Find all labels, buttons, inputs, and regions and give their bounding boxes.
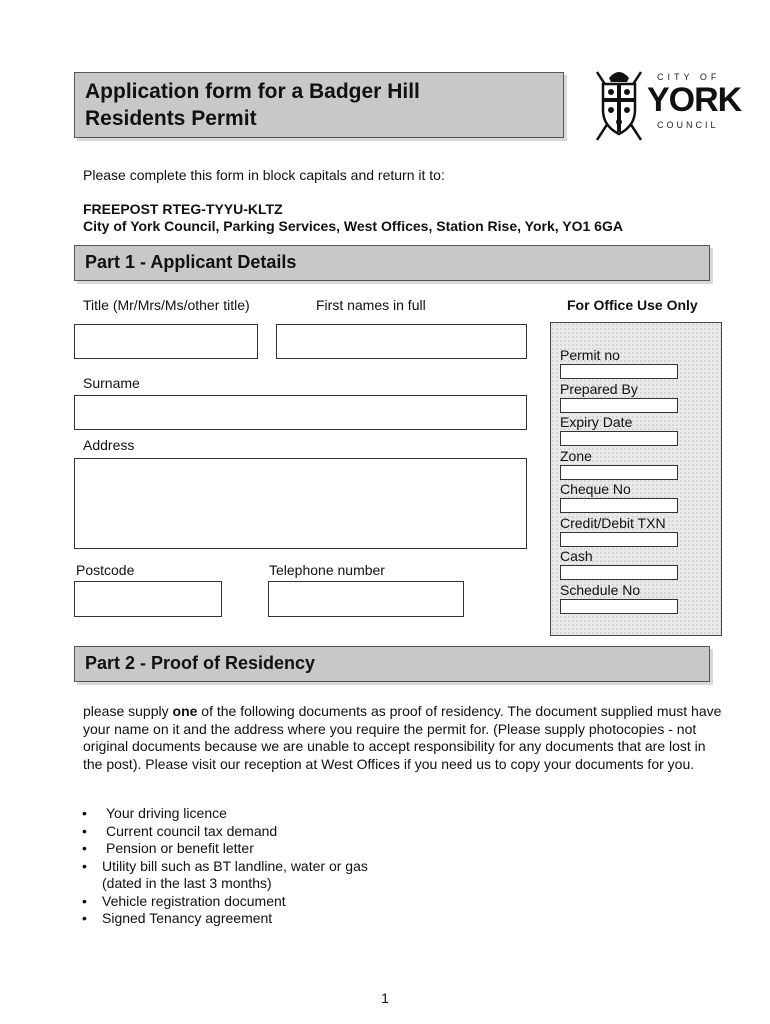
list-item (82, 823, 382, 841)
proof-of-residency-paragraph (83, 703, 723, 773)
form-title-line-2: Residents Permit (85, 107, 257, 130)
document-item-text: Pension or benefit letter (106, 840, 254, 856)
bullet-icon: • (82, 805, 87, 821)
document-item-text: Current council tax demand (106, 822, 278, 839)
office-field-zone[interactable] (560, 465, 678, 480)
logo-text-council: COUNCIL (657, 120, 719, 130)
city-of-york-crest-icon (591, 64, 647, 144)
title-label: Title (Mr/Mrs/Ms/other title) (83, 297, 250, 313)
bullet-icon: • (82, 822, 87, 839)
return-address-line-1: FREEPOST RTEG-TYYU-KLTZ (83, 201, 283, 217)
document-item-text: Signed Tenancy agreement (102, 910, 273, 926)
postcode-field[interactable] (74, 581, 222, 617)
telephone-field[interactable] (268, 581, 464, 617)
title-field[interactable] (74, 324, 258, 359)
address-label: Address (83, 437, 135, 453)
paragraph-emphasis: one (172, 703, 198, 719)
office-field-prepared-by[interactable] (560, 398, 678, 413)
office-label-cheque-no: Cheque No (560, 481, 631, 497)
document-item-text: Vehicle registration document (102, 892, 286, 909)
office-field-expiry-date[interactable] (560, 431, 678, 446)
document-item-text: Your driving licence (106, 805, 227, 821)
city-of-york-logo (591, 64, 741, 144)
logo-text-york: YORK (647, 81, 742, 119)
list-item (82, 910, 382, 928)
return-address-line-2: City of York Council, Parking Services, West Offices, Station Rise, York, YO1 6GA (83, 218, 623, 234)
part1-heading-bar (74, 245, 710, 281)
office-label-prepared-by: Prepared By (560, 381, 638, 397)
form-title-line-1: Application form for a Badger Hill (85, 80, 420, 103)
address-field[interactable] (74, 458, 527, 549)
office-label-credit-debit-txn: Credit/Debit TXN (560, 515, 666, 531)
logo-text-city-of: CITY OF (657, 72, 721, 82)
office-field-permit-no[interactable] (560, 364, 678, 379)
office-field-credit-debit-txn[interactable] (560, 532, 678, 547)
list-item (82, 858, 382, 893)
paragraph-text-end: of the following documents as proof of residency. The document supplied must have your name on it and the address where you require the permit for. (Please supply photocopies - not original documents because we are unable to accept responsibility for any documents that are lost in the post). Please visit our reception at West Offices if you need us to copy your documents for you. (83, 703, 722, 772)
document-item-text: Utility bill such as BT landline, water or gas (dated in the last 3 months) (102, 857, 368, 891)
surname-field[interactable] (74, 395, 527, 430)
part2-heading: Part 2 - Proof of Residency (85, 653, 316, 673)
office-field-schedule-no[interactable] (560, 599, 678, 614)
documents-list (82, 805, 382, 928)
office-label-schedule-no: Schedule No (560, 582, 641, 598)
instruction-text: Please complete this form in block capitals and return it to: (83, 167, 445, 183)
first-names-label: First names in full (316, 297, 426, 313)
part1-heading: Part 1 - Applicant Details (85, 252, 297, 272)
office-field-cheque-no[interactable] (560, 498, 678, 513)
bullet-icon: • (82, 892, 87, 909)
paragraph-text-start: please supply (83, 703, 173, 719)
surname-label: Surname (83, 375, 140, 391)
page-number: 1 (381, 990, 389, 1006)
first-names-field[interactable] (276, 324, 527, 359)
office-use-heading: For Office Use Only (567, 297, 698, 313)
list-item (82, 893, 382, 911)
office-label-cash: Cash (560, 548, 593, 564)
telephone-label: Telephone number (269, 562, 385, 578)
office-use-panel (550, 322, 722, 636)
form-title-box (74, 72, 564, 138)
bullet-icon: • (82, 910, 87, 926)
form-title (85, 78, 420, 132)
office-field-cash[interactable] (560, 565, 678, 580)
postcode-label: Postcode (76, 562, 135, 578)
office-label-zone: Zone (560, 448, 592, 464)
list-item (82, 840, 382, 858)
bullet-icon: • (82, 857, 87, 874)
list-item (82, 805, 382, 823)
part2-heading-bar (74, 646, 710, 682)
office-label-expiry-date: Expiry Date (560, 414, 633, 430)
bullet-icon: • (82, 840, 87, 856)
office-label-permit-no: Permit no (560, 347, 620, 363)
